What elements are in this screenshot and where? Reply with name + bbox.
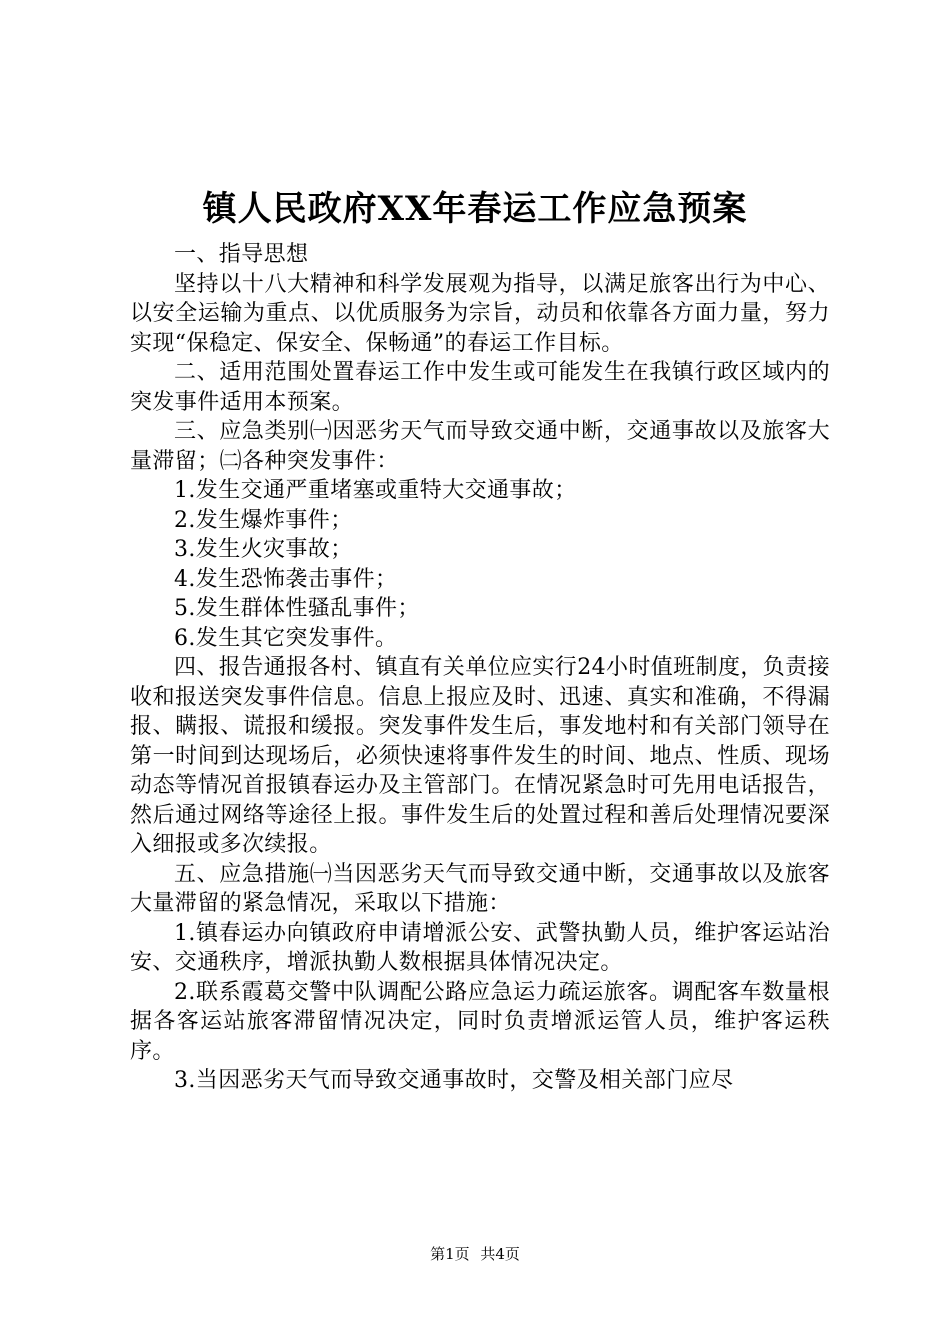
list-item-measure-1: 1.镇春运办向镇政府申请增派公安、武警执勤人员，维护客运站治安、交通秩序，增派执勤人数根据具体情况决定。 <box>130 920 830 975</box>
page-number-total: 共4页 <box>480 1245 520 1263</box>
paragraph-guiding-ideology: 坚持以十八大精神和科学发展观为指导，以满足旅客出行为中心、以安全运输为重点、以优质服务为宗旨，动员和依靠各方面力量，努力实现“保稳定、保安全、保畅通”的春运工作目标。 <box>130 271 830 356</box>
list-item-category-4: 4.发生恐怖袭击事件； <box>174 566 398 592</box>
section-reporting: 四、报告通报各村、镇直有关单位应实行24小时值班制度，负责接收和报送突发事件信息。信息上报应及时、迅速、真实和准确，不得漏报、瞒报、谎报和缓报。突发事件发生后，事发地村和有关部门领导在第一时间到达现场后，必须快速将事件发生的时间、地点、性质、现场动态等情况首报镇春运办及主管部门。在情况紧急时可先用电话报告，然后通过网络等途径上报。事件发生后的处置过程和善后处理情况要深入细报或多次续报。 <box>130 655 830 857</box>
section-emergency-measures: 五、应急措施㈠当因恶劣天气而导致交通中断，交通事故以及旅客大量滞留的紧急情况，采取以下措施： <box>130 861 830 916</box>
list-item-measure-2: 2.联系霞葛交警中队调配公路应急运力疏运旅客。调配客车数量根据各客运站旅客滞留情况决定，同时负责增派运管人员，维护客运秩序。 <box>130 979 830 1064</box>
page-number-current: 第1页 <box>430 1245 470 1263</box>
document-title: 镇人民政府XX年春运工作应急预案 <box>202 189 748 229</box>
document-body <box>130 240 830 1096</box>
list-item-category-6: 6.发生其它突发事件。 <box>174 625 398 651</box>
section-heading-guiding-ideology: 一、指导思想 <box>174 242 309 267</box>
list-item-category-1: 1.发生交通严重堵塞或重特大交通事故； <box>174 478 577 503</box>
section-scope: 二、适用范围处置春运工作中发生或可能发生在我镇行政区域内的突发事件适用本预案。 <box>130 360 830 415</box>
page-footer <box>0 1244 950 1264</box>
list-item-measure-3: 3.当因恶劣天气而导致交通事故时，交警及相关部门应尽 <box>174 1068 734 1093</box>
list-item-category-3: 3.发生火灾事故； <box>174 537 353 562</box>
list-item-category-2: 2.发生爆炸事件； <box>174 507 353 533</box>
list-item-category-5: 5.发生群体性骚乱事件； <box>174 596 420 621</box>
section-emergency-categories: 三、应急类别㈠因恶劣天气而导致交通中断，交通事故以及旅客大量滞留；㈡各种突发事件： <box>130 419 830 474</box>
